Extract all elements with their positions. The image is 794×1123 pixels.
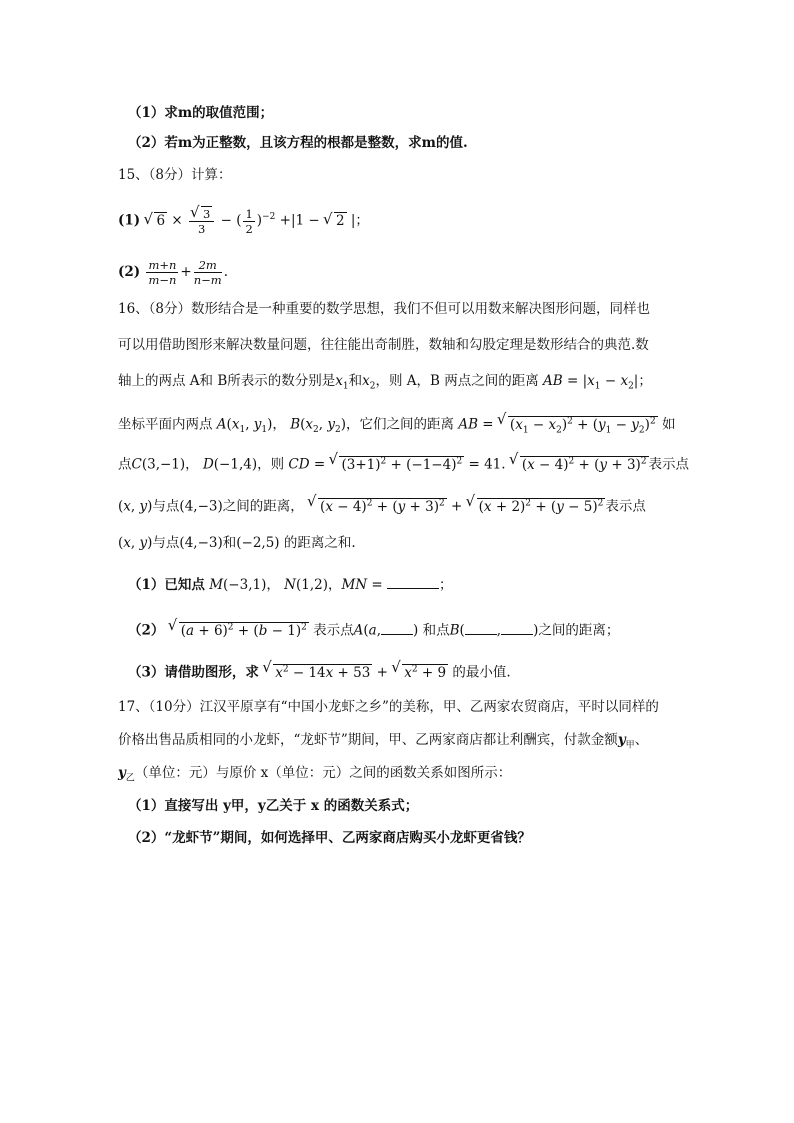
q15-expr2-label: (2) <box>118 264 141 280</box>
q14-part2: （2）若m为正整数，且该方程的根都是整数，求m的值. <box>128 135 468 151</box>
q16-line5: 点C(3,−1)， D(−1,4)，则 CD = √ $(3+1)^2 + (-1-4)^2 = 41$. √ $(x - 4)^2 + (y + 3)^2$ 表示点 <box>118 450 678 476</box>
frac-sqrt3-over-3: √ $\frac{3}{3}$ <box>189 207 214 236</box>
q16-sub3: （3）请借助图形，求 √ $x^2 - 14x + 53$ + √ $x^2 + 9$ 的最小值. <box>128 658 688 684</box>
q16-line2: 可以用借助图形来解决数量问题，往往能出奇制胜，数轴和勾股定理是数形结合的典范.数 <box>118 337 649 353</box>
q15-expr1: (1) √ 6 × √ $\frac{3}{3}$ − ( $\frac{1}{2}$ )$^{-2}$ +|1 − √ 2 |； <box>118 206 678 236</box>
q16-line4: 坐标平面内两点 $A(x_1$, $y_1$)， $B(x_2$, $y_2$)，它们之间的距离 AB = √ $(x_1 - x_2)^2 + (y_1 - y_2)^2$ 如 <box>118 410 678 441</box>
sqrt6: √ 6 <box>144 210 167 232</box>
q15-expr1-label: (1) <box>118 212 141 229</box>
q17-line3: $y_乙$（单位：元）与原价 x（单位：元）之间的函数关系如图所示： <box>118 765 512 784</box>
mn-answer-blank[interactable] <box>387 574 439 589</box>
q16-sub1: （1）已知点 M(−3,1)， N(1,2)，MN = ； <box>128 574 688 596</box>
q16-sub2: （2） √ $(a + 6)^2 + (b - 1)^2$ 表示点A(a, ) 和点B( , )之间的距离； <box>128 616 688 642</box>
q14-part1: （1）求m的取值范围； <box>128 105 274 121</box>
q16-line6: (x, y)与点(4,−3)之间的距离， √ $(x - 4)^2 + (y + 3)^2$ + √ $(x + 2)^2 + (y - 5)^2$ 表示点 <box>118 492 678 518</box>
q15-header: 15、（8分）计算： <box>118 167 232 183</box>
point-b-y-blank[interactable] <box>501 620 533 635</box>
q17-part2: （2）“龙虾节”期间，如何选择甲、乙两家商店购买小龙虾更省钱？ <box>128 830 531 846</box>
q16-header: 16、（8分）数形结合是一种重要的数学思想，我们不但可以用数来解决图形问题，同样也 <box>118 301 651 317</box>
point-a-y-blank[interactable] <box>381 620 413 635</box>
q17-part1: （1）直接写出 y甲，y乙关于 x 的函数关系式； <box>128 798 419 814</box>
q16-line3: 轴上的两点 A和 B所表示的数分别是$x_1$和$x_2$，则 A，B 两点之间的距离 AB = $|x_1 - x_2|$； <box>118 373 652 392</box>
q16-line7: (x, y)与点(4,−3)和(−2,5) 的距离之和. <box>118 535 356 551</box>
q17-header: 17、（10分）江汉平原享有“中国小龙虾之乡”的美称，甲、乙两家农贸商店，平时以同样的 <box>118 699 659 715</box>
point-b-x-blank[interactable] <box>465 620 497 635</box>
q17-line2: 价格出售品质相同的小龙虾，“龙虾节”期间，甲、乙两家商店都让利酬宾，付款金额$y_甲$、 <box>118 732 649 751</box>
q15-expr2: (2) $\frac{m+n}{m-n}$ + $\frac{2m}{n-m}$ . <box>118 258 228 287</box>
